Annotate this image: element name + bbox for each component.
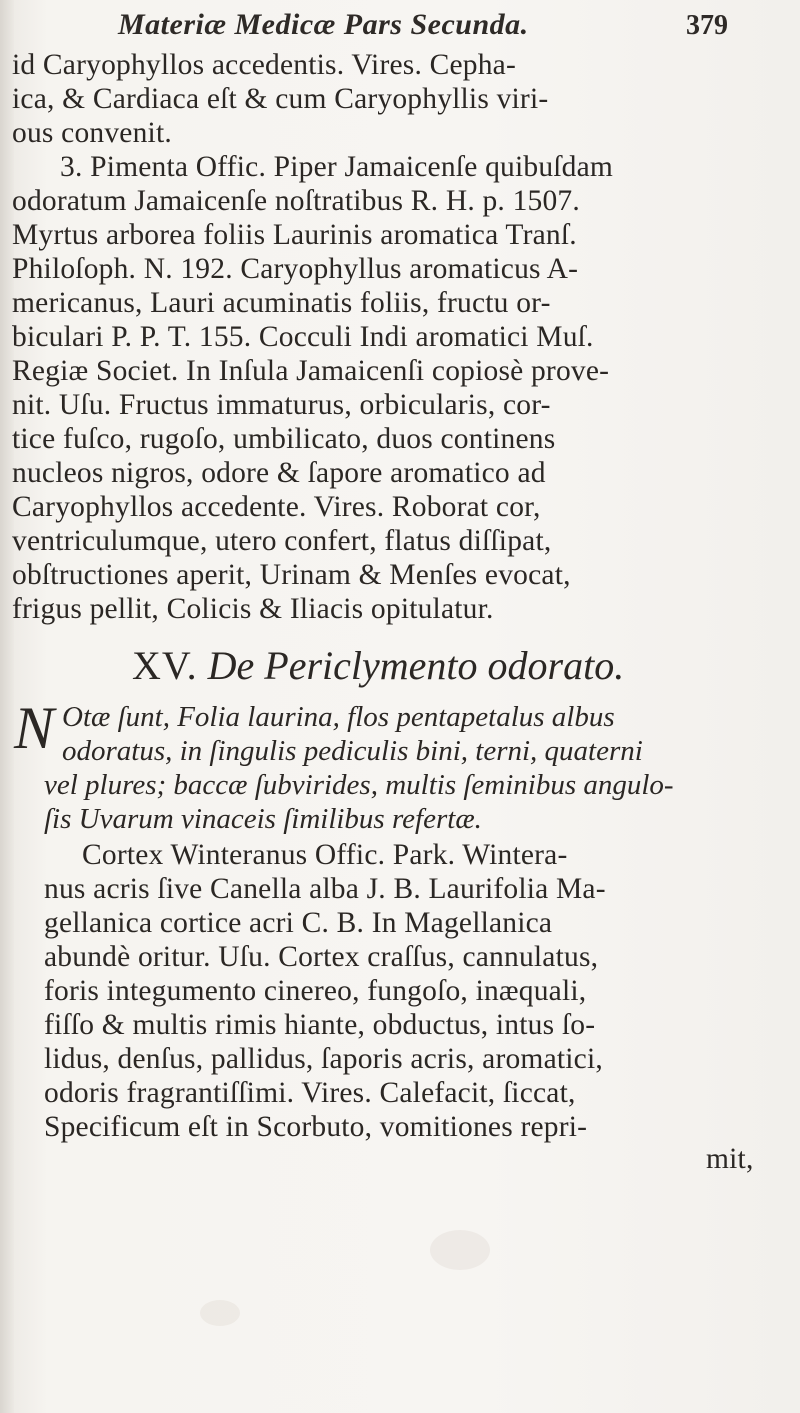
text-line: Specificum eſt in Scorbuto, vomitiones repri- [44,1111,588,1143]
text-line: Cortex Winteranus Offic. Park. Wintera- [82,839,568,871]
text-line: Philoſoph. N. 192. Caryophyllus aromaticus A- [12,253,579,285]
text-line: frigus pellit, Colicis & Iliacis opitulatur. [12,593,494,625]
section-heading [132,644,624,688]
text-line: Myrtus arborea foliis Laurinis aromatica Tranſ. [12,219,577,251]
text-line: odoris fragrantiſſimi. Vires. Calefacit, ſiccat, [44,1077,576,1109]
text-line: fiſſo & multis rimis hiante, obductus, intus ſo- [44,1009,596,1041]
text-line: biculari P. P. T. 155. Cocculi Indi aromatici Muſ. [12,321,594,353]
italic-line: odoratus, in ſingulis pediculis bini, terni, quaterni [62,735,643,767]
text-line: 3. Pimenta Offic. Piper Jamaicenſe quibuſdam [60,151,614,183]
text-line: obſtructiones aperit, Urinam & Menſes evocat, [12,559,571,591]
text-line: tice fuſco, rugoſo, umbilicato, duos continens [12,423,556,455]
text-line: ventriculumque, utero confert, flatus diſſipat, [12,525,552,557]
page-number: 379 [686,10,728,41]
drop-cap: N [14,695,55,761]
text-line: gellanica cortice acri C. B. In Magellanica [44,907,553,939]
text-line: nucleos nigros, odore & ſapore aromatico ad [12,457,546,489]
text-line: odoratum Jamaicenſe noſtratibus R. H. p. 1507. [12,185,580,217]
paper-stain [200,1300,240,1326]
section-title: De Periclymento odorato. [207,643,625,688]
text-line: Regiæ Societ. In Inſula Jamaicenſi copiosè prove- [12,355,610,387]
page-header [118,8,778,44]
paper-stain [430,1230,490,1270]
running-head: Materiæ Medicæ Pars Secunda. [118,8,529,41]
text-line: ous convenit. [12,117,172,149]
italic-line: Otæ ſunt, Folia laurina, flos pentapetalus albus [62,701,615,733]
catchword: mit, [706,1143,754,1175]
text-line: mericanus, Lauri acuminatis foliis, fructu or- [12,287,551,319]
text-line: nit. Uſu. Fructus immaturus, orbicularis, cor- [12,389,551,421]
section-number: XV. [132,643,198,688]
text-line: ica, & Cardiaca eſt & cum Caryophyllis viri- [12,83,549,115]
text-line: nus acris ſive Canella alba J. B. Laurifolia Ma- [44,873,606,905]
italic-line: ſis Uvarum vinaceis ſimilibus refertæ. [44,803,482,835]
text-line: abundè oritur. Uſu. Cortex craſſus, cannulatus, [44,941,599,973]
text-line: id Caryophyllos accedentis. Vires. Cepha- [12,49,516,81]
text-line: lidus, denſus, pallidus, ſaporis acris, aromatici, [44,1043,603,1075]
italic-line: vel plures; baccæ ſubvirides, multis ſeminibus angulo- [44,769,674,801]
text-line: foris integumento cinereo, fungoſo, inæquali, [44,975,587,1007]
text-line: Caryophyllos accedente. Vires. Roborat cor, [12,491,541,523]
